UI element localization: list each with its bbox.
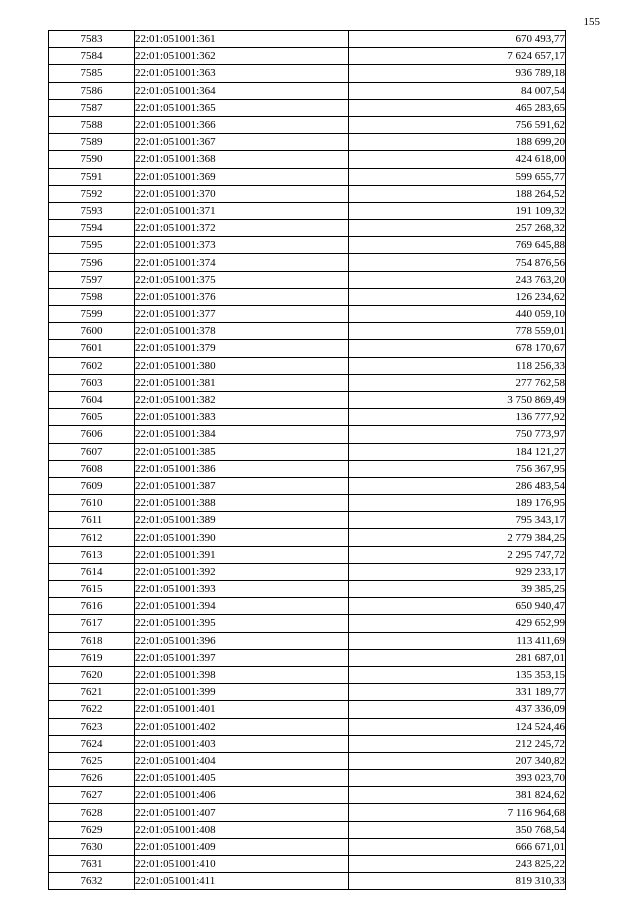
table-row: [49, 632, 566, 649]
value-cell: 188 699,20: [349, 134, 566, 151]
table-row: [49, 271, 566, 288]
value-cell: 212 245,72: [349, 735, 566, 752]
row-number-cell: 7620: [49, 666, 135, 683]
row-number-cell: 7630: [49, 838, 135, 855]
row-number-cell: 7622: [49, 701, 135, 718]
table-row: [49, 546, 566, 563]
cadastral-number-cell: 22:01:051001:402: [135, 718, 349, 735]
row-number-cell: 7599: [49, 306, 135, 323]
cadastral-number-cell: 22:01:051001:393: [135, 581, 349, 598]
row-number-cell: 7601: [49, 340, 135, 357]
row-number-cell: 7595: [49, 237, 135, 254]
row-number-cell: 7631: [49, 856, 135, 873]
cadastral-number-cell: 22:01:051001:377: [135, 306, 349, 323]
value-cell: 184 121,27: [349, 443, 566, 460]
value-cell: 207 340,82: [349, 752, 566, 769]
value-cell: 243 763,20: [349, 271, 566, 288]
row-number-cell: 7587: [49, 99, 135, 116]
table-row: [49, 529, 566, 546]
value-cell: 7 116 964,68: [349, 804, 566, 821]
value-cell: 136 777,92: [349, 409, 566, 426]
cadastral-number-cell: 22:01:051001:398: [135, 666, 349, 683]
value-cell: 678 170,67: [349, 340, 566, 357]
cadastral-number-cell: 22:01:051001:384: [135, 426, 349, 443]
table-row: [49, 357, 566, 374]
cadastral-number-cell: 22:01:051001:364: [135, 82, 349, 99]
value-cell: 126 234,62: [349, 288, 566, 305]
row-number-cell: 7602: [49, 357, 135, 374]
table-row: [49, 477, 566, 494]
table-row: [49, 31, 566, 48]
cadastral-number-cell: 22:01:051001:383: [135, 409, 349, 426]
row-number-cell: 7612: [49, 529, 135, 546]
value-cell: 243 825,22: [349, 856, 566, 873]
row-number-cell: 7627: [49, 787, 135, 804]
table-row: [49, 306, 566, 323]
row-number-cell: 7617: [49, 615, 135, 632]
row-number-cell: 7607: [49, 443, 135, 460]
value-cell: 424 618,00: [349, 151, 566, 168]
value-cell: 3 750 869,49: [349, 391, 566, 408]
row-number-cell: 7605: [49, 409, 135, 426]
value-cell: 39 385,25: [349, 581, 566, 598]
row-number-cell: 7594: [49, 220, 135, 237]
cadastral-number-cell: 22:01:051001:374: [135, 254, 349, 271]
cadastral-number-cell: 22:01:051001:408: [135, 821, 349, 838]
row-number-cell: 7586: [49, 82, 135, 99]
cadastral-number-cell: 22:01:051001:404: [135, 752, 349, 769]
cadastral-number-cell: 22:01:051001:367: [135, 134, 349, 151]
value-cell: 350 768,54: [349, 821, 566, 838]
value-cell: 2 295 747,72: [349, 546, 566, 563]
cadastral-number-cell: 22:01:051001:389: [135, 512, 349, 529]
row-number-cell: 7629: [49, 821, 135, 838]
table-row: [49, 804, 566, 821]
table-row: [49, 615, 566, 632]
table-row: [49, 856, 566, 873]
table-row: [49, 99, 566, 116]
cadastral-number-cell: 22:01:051001:363: [135, 65, 349, 82]
table-row: [49, 581, 566, 598]
row-number-cell: 7621: [49, 684, 135, 701]
table-row: [49, 391, 566, 408]
row-number-cell: 7585: [49, 65, 135, 82]
cadastral-number-cell: 22:01:051001:387: [135, 477, 349, 494]
row-number-cell: 7626: [49, 770, 135, 787]
value-cell: 331 189,77: [349, 684, 566, 701]
row-number-cell: 7614: [49, 563, 135, 580]
row-number-cell: 7616: [49, 598, 135, 615]
cadastral-number-cell: 22:01:051001:368: [135, 151, 349, 168]
table-row: [49, 340, 566, 357]
table-row: [49, 684, 566, 701]
table-row: [49, 821, 566, 838]
row-number-cell: 7623: [49, 718, 135, 735]
table-row: [49, 770, 566, 787]
table-row: [49, 202, 566, 219]
cadastral-number-cell: 22:01:051001:372: [135, 220, 349, 237]
row-number-cell: 7592: [49, 185, 135, 202]
cadastral-number-cell: 22:01:051001:410: [135, 856, 349, 873]
value-cell: 188 264,52: [349, 185, 566, 202]
table-row: [49, 151, 566, 168]
value-cell: 795 343,17: [349, 512, 566, 529]
value-cell: 778 559,01: [349, 323, 566, 340]
cadastral-number-cell: 22:01:051001:403: [135, 735, 349, 752]
cadastral-number-cell: 22:01:051001:406: [135, 787, 349, 804]
value-cell: 124 524,46: [349, 718, 566, 735]
table-row: [49, 666, 566, 683]
value-cell: 191 109,32: [349, 202, 566, 219]
row-number-cell: 7589: [49, 134, 135, 151]
value-cell: 118 256,33: [349, 357, 566, 374]
cadastral-number-cell: 22:01:051001:405: [135, 770, 349, 787]
table-row: [49, 787, 566, 804]
cadastral-value-table: [48, 30, 566, 890]
row-number-cell: 7625: [49, 752, 135, 769]
table-row: [49, 65, 566, 82]
table-row: [49, 649, 566, 666]
table-row: [49, 598, 566, 615]
value-cell: 936 789,18: [349, 65, 566, 82]
cadastral-number-cell: 22:01:051001:392: [135, 563, 349, 580]
row-number-cell: 7584: [49, 48, 135, 65]
table-row: [49, 752, 566, 769]
row-number-cell: 7613: [49, 546, 135, 563]
cadastral-number-cell: 22:01:051001:370: [135, 185, 349, 202]
cadastral-number-cell: 22:01:051001:361: [135, 31, 349, 48]
row-number-cell: 7610: [49, 495, 135, 512]
table-row: [49, 443, 566, 460]
row-number-cell: 7590: [49, 151, 135, 168]
table-row: [49, 701, 566, 718]
cadastral-number-cell: 22:01:051001:369: [135, 168, 349, 185]
value-cell: 769 645,88: [349, 237, 566, 254]
cadastral-number-cell: 22:01:051001:382: [135, 391, 349, 408]
cadastral-number-cell: 22:01:051001:385: [135, 443, 349, 460]
value-cell: 756 367,95: [349, 460, 566, 477]
value-cell: 465 283,65: [349, 99, 566, 116]
value-cell: 381 824,62: [349, 787, 566, 804]
table-row: [49, 237, 566, 254]
value-cell: 599 655,77: [349, 168, 566, 185]
value-cell: 189 176,95: [349, 495, 566, 512]
value-cell: 440 059,10: [349, 306, 566, 323]
cadastral-number-cell: 22:01:051001:362: [135, 48, 349, 65]
row-number-cell: 7608: [49, 460, 135, 477]
value-cell: 929 233,17: [349, 563, 566, 580]
table-row: [49, 426, 566, 443]
table-body: [49, 31, 566, 890]
table-row: [49, 48, 566, 65]
value-cell: 113 411,69: [349, 632, 566, 649]
table-row: [49, 134, 566, 151]
value-cell: 666 671,01: [349, 838, 566, 855]
table-row: [49, 323, 566, 340]
value-cell: 135 353,15: [349, 666, 566, 683]
table-row: [49, 288, 566, 305]
value-cell: 393 023,70: [349, 770, 566, 787]
cadastral-number-cell: 22:01:051001:396: [135, 632, 349, 649]
row-number-cell: 7632: [49, 873, 135, 890]
value-cell: 257 268,32: [349, 220, 566, 237]
table-row: [49, 374, 566, 391]
row-number-cell: 7615: [49, 581, 135, 598]
cadastral-number-cell: 22:01:051001:386: [135, 460, 349, 477]
cadastral-number-cell: 22:01:051001:411: [135, 873, 349, 890]
value-cell: 754 876,56: [349, 254, 566, 271]
cadastral-number-cell: 22:01:051001:388: [135, 495, 349, 512]
table-row: [49, 495, 566, 512]
row-number-cell: 7598: [49, 288, 135, 305]
table-row: [49, 220, 566, 237]
cadastral-number-cell: 22:01:051001:394: [135, 598, 349, 615]
value-cell: 84 007,54: [349, 82, 566, 99]
row-number-cell: 7588: [49, 116, 135, 133]
cadastral-number-cell: 22:01:051001:395: [135, 615, 349, 632]
row-number-cell: 7597: [49, 271, 135, 288]
table-row: [49, 735, 566, 752]
table-row: [49, 563, 566, 580]
value-cell: 650 940,47: [349, 598, 566, 615]
cadastral-number-cell: 22:01:051001:371: [135, 202, 349, 219]
row-number-cell: 7628: [49, 804, 135, 821]
cadastral-number-cell: 22:01:051001:373: [135, 237, 349, 254]
row-number-cell: 7600: [49, 323, 135, 340]
cadastral-number-cell: 22:01:051001:376: [135, 288, 349, 305]
value-cell: 286 483,54: [349, 477, 566, 494]
cadastral-number-cell: 22:01:051001:399: [135, 684, 349, 701]
table-row: [49, 512, 566, 529]
cadastral-number-cell: 22:01:051001:397: [135, 649, 349, 666]
value-cell: 281 687,01: [349, 649, 566, 666]
row-number-cell: 7604: [49, 391, 135, 408]
table-row: [49, 873, 566, 890]
row-number-cell: 7624: [49, 735, 135, 752]
table-row: [49, 116, 566, 133]
table-row: [49, 168, 566, 185]
table-row: [49, 718, 566, 735]
table-row: [49, 82, 566, 99]
value-cell: 7 624 657,17: [349, 48, 566, 65]
row-number-cell: 7583: [49, 31, 135, 48]
value-cell: 756 591,62: [349, 116, 566, 133]
cadastral-number-cell: 22:01:051001:390: [135, 529, 349, 546]
cadastral-number-cell: 22:01:051001:375: [135, 271, 349, 288]
row-number-cell: 7618: [49, 632, 135, 649]
value-cell: 670 493,77: [349, 31, 566, 48]
cadastral-number-cell: 22:01:051001:380: [135, 357, 349, 374]
row-number-cell: 7593: [49, 202, 135, 219]
table-row: [49, 185, 566, 202]
table-row: [49, 409, 566, 426]
value-cell: 277 762,58: [349, 374, 566, 391]
row-number-cell: 7596: [49, 254, 135, 271]
cadastral-number-cell: 22:01:051001:391: [135, 546, 349, 563]
value-cell: 437 336,09: [349, 701, 566, 718]
cadastral-number-cell: 22:01:051001:379: [135, 340, 349, 357]
row-number-cell: 7606: [49, 426, 135, 443]
table-row: [49, 254, 566, 271]
cadastral-number-cell: 22:01:051001:365: [135, 99, 349, 116]
value-cell: 750 773,97: [349, 426, 566, 443]
row-number-cell: 7611: [49, 512, 135, 529]
value-cell: 429 652,99: [349, 615, 566, 632]
cadastral-number-cell: 22:01:051001:381: [135, 374, 349, 391]
cadastral-number-cell: 22:01:051001:409: [135, 838, 349, 855]
row-number-cell: 7609: [49, 477, 135, 494]
cadastral-number-cell: 22:01:051001:378: [135, 323, 349, 340]
row-number-cell: 7619: [49, 649, 135, 666]
cadastral-number-cell: 22:01:051001:401: [135, 701, 349, 718]
cadastral-number-cell: 22:01:051001:407: [135, 804, 349, 821]
row-number-cell: 7591: [49, 168, 135, 185]
row-number-cell: 7603: [49, 374, 135, 391]
page-number: 155: [583, 16, 600, 28]
table-row: [49, 838, 566, 855]
value-cell: 2 779 384,25: [349, 529, 566, 546]
value-cell: 819 310,33: [349, 873, 566, 890]
table-row: [49, 460, 566, 477]
cadastral-number-cell: 22:01:051001:366: [135, 116, 349, 133]
